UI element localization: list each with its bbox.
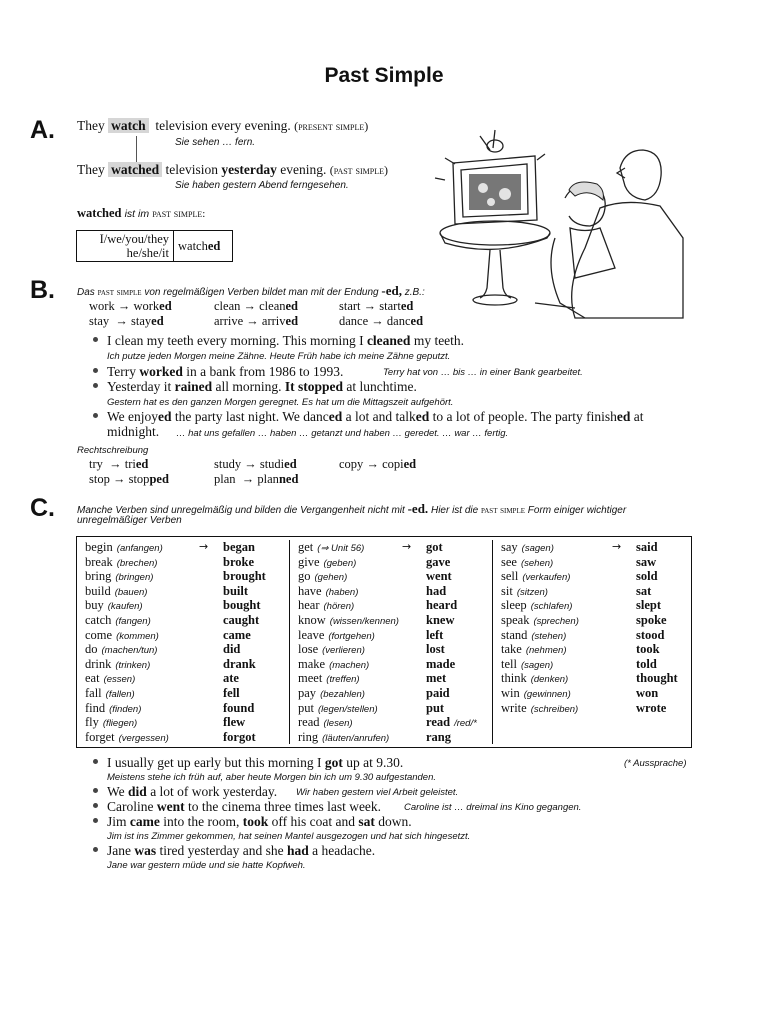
verb-base: bring: [85, 569, 112, 584]
verb-translation: (gehen): [314, 572, 348, 584]
verb-translation: (haben): [325, 586, 359, 598]
verb-base: do: [85, 642, 98, 657]
verb-row-pay: [290, 686, 493, 701]
verb-past: bought: [223, 598, 261, 613]
verb-base: ring: [298, 729, 319, 744]
c-example-3: Caroline went to the cinema three times last week.: [107, 799, 381, 815]
verb-base: begin: [85, 540, 113, 554]
verb-base: fly: [85, 715, 99, 730]
bullet-icon: [93, 368, 98, 373]
verb-row-speak: [493, 613, 692, 628]
arrow-right-icon: →: [199, 540, 209, 553]
verb-row-sell: [493, 569, 692, 584]
verb-translation: (schlafen): [530, 601, 573, 613]
section-b-label: B.: [30, 276, 55, 304]
verb-base: think: [501, 671, 527, 686]
verb-row-meet: [290, 671, 493, 686]
verb-translation: (lesen): [323, 718, 353, 730]
verb-past: came: [223, 627, 251, 642]
verb-past: got: [426, 540, 443, 554]
pair-work: work → worked: [89, 299, 172, 313]
verb-base: sleep: [501, 598, 527, 613]
a-line2-highlight: watched: [108, 162, 162, 177]
verb-translation: (sagen): [521, 543, 554, 554]
verb-translation: (kaufen): [107, 601, 143, 613]
verb-past: went: [426, 569, 452, 584]
verb-base: get: [298, 540, 314, 554]
verb-past: fell: [223, 685, 240, 700]
verb-translation: (verkaufen): [522, 572, 571, 584]
verb-base: sell: [501, 569, 519, 584]
bullet-icon: [93, 759, 98, 764]
irregular-column-3: [492, 540, 692, 744]
verb-translation: (denken): [530, 674, 569, 686]
verb-past: ate: [223, 671, 239, 686]
page-title: Past Simple: [324, 64, 444, 87]
verb-row-tell: [493, 657, 692, 672]
verb-base: drink: [85, 656, 112, 671]
c-example-1: I usually get up early but this morning I got up at 9.30.: [107, 755, 403, 771]
verb-translation: (wissen/kennen): [329, 615, 399, 627]
verb-base: see: [501, 554, 517, 569]
verb-row-say: [493, 540, 692, 555]
c-example-5-translation: Jane war gestern müde und sie hatte Kopfweh.: [107, 860, 306, 871]
verb-row-take: [493, 642, 692, 657]
verb-base: put: [298, 700, 314, 715]
spelling-try: try → tried: [89, 457, 149, 471]
verb-base: break: [85, 554, 113, 569]
verb-translation: (sitzen): [516, 586, 548, 598]
verb-row-lose: [290, 642, 493, 657]
verb-row-hear: [290, 598, 493, 613]
verb-row-know: [290, 613, 493, 628]
section-a-label: A.: [30, 116, 55, 144]
verb-past: flew: [223, 715, 246, 730]
b-example-3: Yesterday it rained all morning. It stopped at lunchtime.: [107, 379, 417, 395]
bullet-icon: [93, 383, 98, 388]
verb-row-give: [290, 555, 493, 570]
verb-translation: (fortgehen): [328, 630, 375, 642]
pair-clean: clean → cleaned: [214, 299, 298, 313]
verb-row-buy: [77, 598, 289, 613]
verb-past: thought: [636, 671, 678, 686]
verb-past: knew: [426, 612, 455, 627]
verb-past: sat: [636, 583, 652, 598]
b-example-2: Terry worked in a bank from 1986 to 1993.: [107, 364, 343, 380]
c-example-3-translation: Caroline ist … dreimal ins Kino gegangen.: [404, 802, 582, 813]
verb-translation: (fliegen): [102, 718, 138, 730]
verb-base: pay: [298, 685, 317, 700]
spelling-copy: copy → copied: [339, 457, 417, 471]
verb-translation: (anfangen): [116, 543, 163, 554]
verb-row-break: [77, 555, 289, 570]
verb-past: made: [426, 656, 456, 671]
verb-past: did: [223, 642, 241, 657]
verb-row-make: [290, 657, 493, 672]
verb-translation: (kommen): [116, 630, 159, 642]
verb-base: say: [501, 540, 518, 554]
c-example-2-translation: Wir haben gestern viel Arbeit geleistet.: [296, 787, 459, 798]
a-note: watched ist im past simple:: [77, 206, 206, 220]
verb-translation: (fangen): [115, 615, 151, 627]
verb-row-build: [77, 584, 289, 599]
verb-row-see: [493, 555, 692, 570]
verb-row-write: [493, 701, 692, 716]
verb-past: stood: [636, 627, 665, 642]
verb-pronunciation: /red/*: [454, 718, 477, 730]
verb-past: left: [426, 627, 444, 642]
verb-past: read /red/*: [426, 715, 477, 730]
verb-past: sold: [636, 569, 658, 584]
verb-translation: (stehen): [531, 630, 567, 642]
spelling-study: study → studied: [214, 457, 297, 471]
verb-translation: (verlieren): [322, 645, 365, 657]
tv-watching-illustration: [425, 128, 685, 323]
verb-row-find: [77, 701, 289, 716]
verb-translation: (sehen): [520, 557, 554, 569]
section-c-label: C.: [30, 494, 55, 522]
verb-past: drank: [223, 656, 256, 671]
verb-past: began: [223, 540, 255, 554]
b-example-3-translation: Gestern hat es den ganzen Morgen geregnet. Es hat um die Mittagszeit aufgehört.: [107, 397, 454, 408]
verb-base: make: [298, 656, 326, 671]
c-example-1-translation: Meistens stehe ich früh auf, aber heute Morgen bin ich um 9.30 aufgestanden.: [107, 772, 437, 783]
verb-translation: (sprechen): [533, 615, 579, 627]
verb-translation: (finden): [109, 703, 142, 715]
verb-base: eat: [85, 671, 100, 686]
bullet-icon: [93, 818, 98, 823]
verb-row-ring: [290, 730, 493, 745]
a-conjugation-table: I/we/you/they he/she/it watched: [76, 230, 233, 262]
verb-past: wrote: [636, 700, 667, 715]
verb-past: gave: [426, 554, 451, 569]
verb-translation: (brechen): [116, 557, 158, 569]
verb-row-sit: [493, 584, 692, 599]
verb-base: have: [298, 583, 322, 598]
spelling-stop: stop → stopped: [89, 472, 169, 486]
verb-translation: (läuten/anrufen): [322, 732, 390, 744]
c-example-4-translation: Jim ist ins Zimmer gekommen, hat seinen Mantel ausgezogen und hat sich hingesetzt.: [107, 831, 471, 842]
bullet-icon: [93, 803, 98, 808]
b-example-4: We enjoyed the party last night. We danced a lot and talked to a lot of people. The party finished at: [107, 409, 643, 425]
verb-past: slept: [636, 598, 661, 613]
verb-base: take: [501, 642, 522, 657]
verb-past: said: [636, 540, 658, 554]
bullet-icon: [93, 413, 98, 418]
verb-past: put: [426, 700, 445, 715]
verb-base: win: [501, 685, 520, 700]
verb-base: fall: [85, 685, 102, 700]
arrow-right-icon: →: [612, 540, 622, 553]
b-example-1-translation: Ich putze jeden Morgen meine Zähne. Heute Früh habe ich meine Zähne geputzt.: [107, 351, 451, 362]
pair-dance: dance → danced: [339, 314, 424, 328]
verb-base: find: [85, 700, 106, 715]
verb-past: met: [426, 671, 447, 686]
verb-past: heard: [426, 598, 458, 613]
b-example-4-translation: … hat uns gefallen … haben … getanzt und haben … geredet. … war … fertig.: [176, 428, 509, 439]
verb-base: catch: [85, 612, 112, 627]
verb-base: come: [85, 627, 113, 642]
verb-translation: (bringen): [115, 572, 154, 584]
verb-translation: (fallen): [105, 688, 135, 700]
verb-translation: (bauen): [114, 586, 148, 598]
verb-translation: (schreiben): [530, 703, 579, 715]
arrow-right-icon: →: [402, 540, 412, 553]
bullet-icon: [93, 788, 98, 793]
verb-base: build: [85, 583, 111, 598]
verb-translation: (⇒ Unit 56): [317, 543, 365, 554]
verb-row-sleep: [493, 598, 692, 613]
verb-past: told: [636, 656, 657, 671]
bullet-icon: [93, 337, 98, 342]
verb-row-drink: [77, 657, 289, 672]
verb-base: lose: [298, 642, 319, 657]
verb-base: sit: [501, 583, 513, 598]
c-example-2: We did a lot of work yesterday.: [107, 784, 277, 800]
verb-translation: (trinken): [115, 659, 151, 671]
verb-translation: (bezahlen): [320, 688, 365, 700]
verb-row-begin: [77, 540, 289, 555]
verb-translation: (legen/stellen): [317, 703, 378, 715]
verb-translation: (gewinnen): [523, 688, 571, 700]
pair-arrive: arrive → arrived: [214, 314, 299, 328]
c-intro: Manche Verben sind unregelmäßig und bilden die Vergangenheit nicht mit -ed. Hier ist die past simple Form einiger wichtiger: [77, 501, 627, 516]
verb-base: know: [298, 612, 326, 627]
verb-row-go: [290, 569, 493, 584]
spelling-title: Rechtschreibung: [77, 445, 149, 456]
verb-translation: (geben): [323, 557, 357, 569]
verb-base: leave: [298, 627, 325, 642]
verb-row-eat: [77, 671, 289, 686]
verb-row-come: [77, 628, 289, 643]
verb-translation: (sagen): [520, 659, 554, 671]
c-example-4: Jim came into the room, took off his coat and sat down.: [107, 814, 412, 830]
verb-past: broke: [223, 554, 255, 569]
b-intro: Das past simple von regelmäßigen Verben bildet man mit der Endung -ed, z.B.:: [77, 283, 425, 298]
verb-base: buy: [85, 598, 104, 613]
verb-base: hear: [298, 598, 320, 613]
irregular-verbs-table: [76, 536, 692, 748]
b-example-4-cont: midnight.: [107, 424, 160, 439]
a-line2: They watched television yesterday evening. (past simple): [77, 162, 389, 177]
verb-base: stand: [501, 627, 528, 642]
verb-translation: (machen): [329, 659, 370, 671]
verb-row-forget: [77, 730, 289, 745]
verb-translation: (hören): [323, 601, 355, 613]
verb-past: had: [426, 583, 447, 598]
verb-past: took: [636, 642, 660, 657]
pair-stay: stay → stayed: [89, 314, 164, 328]
irregular-column-2: [289, 540, 493, 744]
verb-row-catch: [77, 613, 289, 628]
verb-base: speak: [501, 612, 530, 627]
verb-translation: (machen/tun): [101, 645, 158, 657]
pronunciation-note: (* Aussprache): [624, 758, 687, 769]
a-line1-highlight: watch: [108, 118, 149, 133]
verb-past: spoke: [636, 612, 667, 627]
verb-row-fly: [77, 715, 289, 730]
verb-past: found: [223, 700, 255, 715]
c-intro-line2: unregelmäßiger Verben: [77, 515, 182, 526]
bullet-icon: [93, 847, 98, 852]
pair-start: start → started: [339, 299, 414, 313]
verb-past: built: [223, 583, 249, 598]
verb-base: tell: [501, 656, 517, 671]
verb-past: paid: [426, 685, 450, 700]
verb-translation: (essen): [103, 674, 136, 686]
spelling-plan: plan → planned: [214, 472, 299, 486]
verb-past: caught: [223, 612, 260, 627]
verb-past: won: [636, 685, 659, 700]
verb-base: forget: [85, 729, 115, 744]
verb-base: go: [298, 569, 311, 584]
verb-base: meet: [298, 671, 323, 686]
verb-past: lost: [426, 642, 445, 657]
verb-translation: (nehmen): [525, 645, 567, 657]
a-line2-translation: Sie haben gestern Abend ferngesehen.: [175, 180, 349, 191]
verb-past: brought: [223, 569, 266, 584]
verb-row-do: [77, 642, 289, 657]
verb-row-win: [493, 686, 692, 701]
verb-past: forgot: [223, 729, 256, 744]
a-line1: They watch television every evening. (present simple): [77, 118, 369, 133]
c-example-5: Jane was tired yesterday and she had a headache.: [107, 843, 375, 859]
verb-base: read: [298, 715, 320, 730]
a-line1-translation: Sie sehen … fern.: [175, 137, 256, 148]
b-example-2-translation: Terry hat von … bis … in einer Bank gearbeitet.: [383, 367, 583, 378]
verb-base: give: [298, 554, 320, 569]
a-connector-line: [136, 136, 137, 162]
verb-past: saw: [636, 554, 657, 569]
verb-row-bring: [77, 569, 289, 584]
verb-translation: (treffen): [326, 674, 360, 686]
verb-base: write: [501, 700, 527, 715]
b-example-1: I clean my teeth every morning. This morning I cleaned my teeth.: [107, 333, 464, 349]
irregular-column-1: [77, 540, 289, 744]
verb-translation: (vergessen): [118, 732, 169, 744]
verb-past: rang: [426, 729, 451, 744]
